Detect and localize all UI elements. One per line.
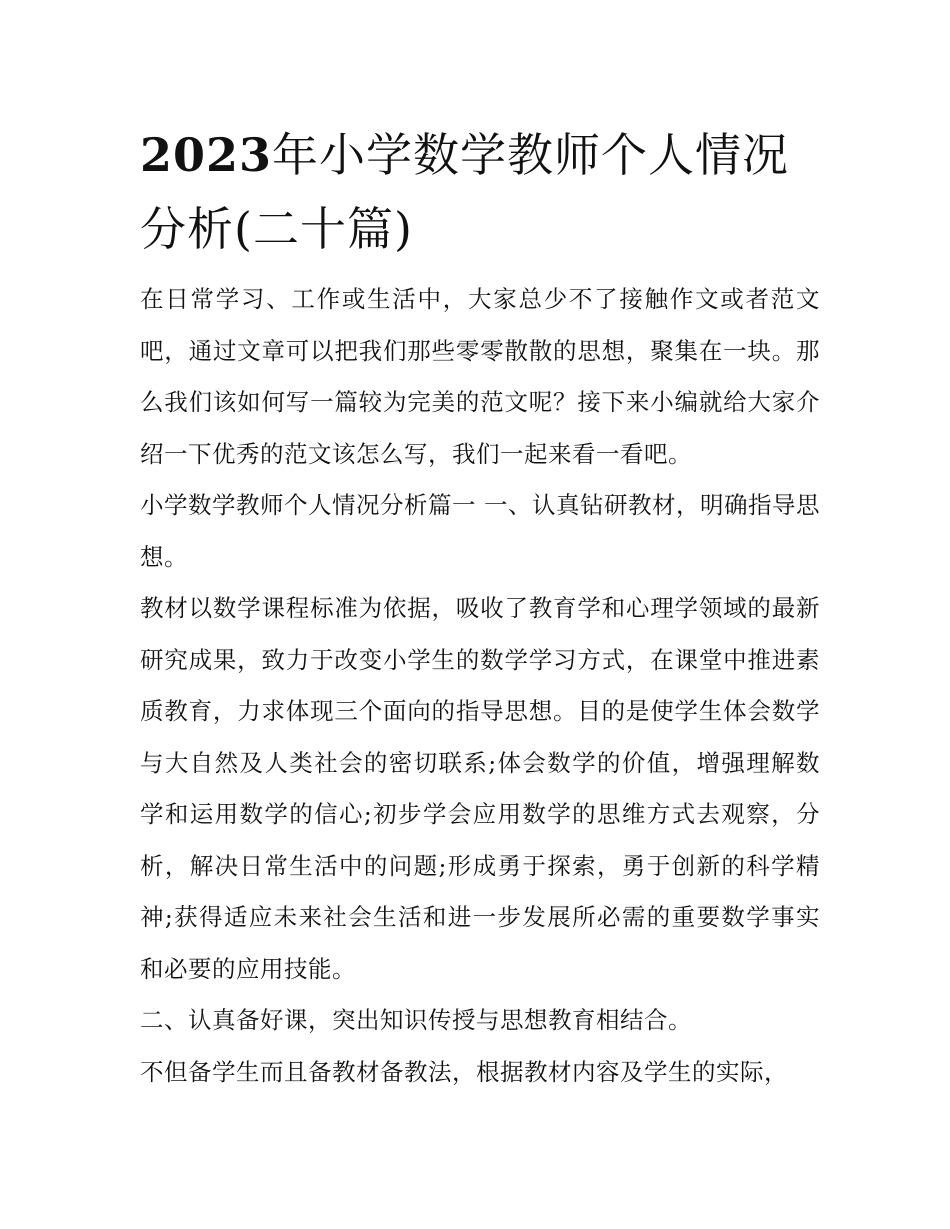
- paragraph-lesson-prep: 不但备学生而且备教材备教法，根据教材内容及学生的实际，: [140, 1057, 788, 1086]
- title-text: 年小学数学教师个人情况分析(二十篇): [140, 128, 790, 256]
- paragraph-section-one-heading: 小学数学教师个人情况分析篇一 一、认真钻研教材，明确指导思想。: [140, 491, 820, 571]
- document-page: [140, 118, 820, 1098]
- document-title: [140, 118, 820, 266]
- paragraph-section-two-heading: 二、认真备好课，突出知识传授与思想教育相结合。: [140, 1006, 692, 1034]
- paragraph-textbook: 教材以数学课程标准为依据，吸收了教育学和心理学领域的最新研究成果，致力于改变小学生的数学学习方式，在课堂中推进素质教育，力求体现三个面向的指导思想。目的是使学生体会数学与大自然及人类社会的密切联系;体会数学的价值，增强理解数学和运用数学的信心;初步学会应用数学的思维方式去观察，分析，解决日常生活中的问题;形成勇于探索，勇于创新的科学精神;获得适应未来社会生活和进一步发展所必需的重要数学事实和必要的应用技能。: [140, 594, 820, 983]
- title-year: 2023: [140, 128, 273, 182]
- paragraph-intro: 在日常学习、工作或生活中，大家总少不了接触作文或者范文吧，通过文章可以把我们那些零零散散的思想，聚集在一块。那么我们该如何写一篇较为完美的范文呢？接下来小编就给大家介绍一下优秀的范文该怎么写，我们一起来看一看吧。: [140, 285, 820, 468]
